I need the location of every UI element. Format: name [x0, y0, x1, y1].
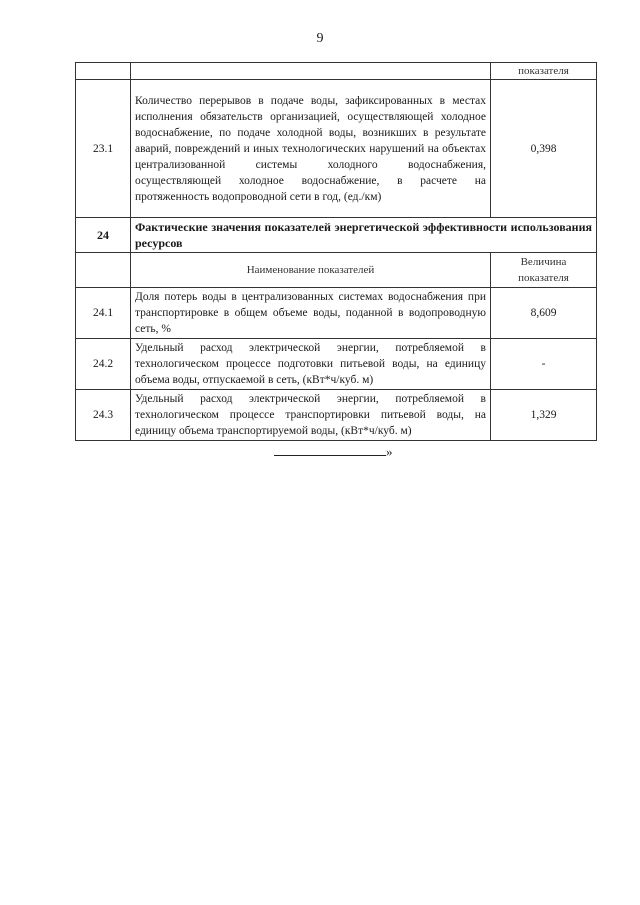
row-number: 24.2	[76, 339, 131, 390]
closing-quote: »	[386, 444, 393, 459]
column-header-row	[76, 253, 597, 288]
row-value: 0,398	[491, 80, 597, 218]
closing-line	[274, 444, 393, 460]
table-row	[76, 63, 597, 80]
row-number: 24.3	[76, 390, 131, 441]
section-title: Фактические значения показателей энергетической эффективности использования ресурсов	[131, 218, 597, 253]
header-value: Величина показателя	[491, 253, 597, 288]
table-row	[76, 339, 597, 390]
row-value: 1,329	[491, 390, 597, 441]
header-name: Наименование показателей	[131, 253, 491, 288]
indicators-table	[75, 62, 597, 441]
row-number	[76, 63, 131, 80]
row-number: 23.1	[76, 80, 131, 218]
row-description: Удельный расход электрической энергии, потребляемой в технологическом процессе подготовки питьевой воды, на единицу объема воды, отпускаемой в сеть, (кВт*ч/куб. м)	[131, 339, 491, 390]
row-value: показателя	[491, 63, 597, 80]
row-description: Доля потерь воды в централизованных системах водоснабжения при транспортировке в общем объеме воды, поданной в водопроводную сеть, %	[131, 288, 491, 339]
row-description	[131, 63, 491, 80]
header-number	[76, 253, 131, 288]
row-value: -	[491, 339, 597, 390]
table-row	[76, 288, 597, 339]
table-row	[76, 390, 597, 441]
blank-line	[274, 445, 386, 456]
section-number: 24	[76, 218, 131, 253]
page-number: 9	[316, 31, 324, 46]
section-header-row	[76, 218, 597, 253]
row-description: Количество перерывов в подаче воды, зафиксированных в местах исполнения обязательств организацией, осуществляющей холодное водоснабжение, по подаче холодной воды, возникших в результате аварий, повреждений и иных технологических нарушений на объектах централизованной системы холодного водоснабжения, осуществляющей холодное водоснабжение, в расчете на протяженность водопроводной сети в год, (ед./км)	[131, 80, 491, 218]
row-value: 8,609	[491, 288, 597, 339]
table-row	[76, 80, 597, 218]
row-description: Удельный расход электрической энергии, потребляемой в технологическом процессе транспортировки питьевой воды, на единицу объема транспортируемой воды, (кВт*ч/куб. м)	[131, 390, 491, 441]
row-number: 24.1	[76, 288, 131, 339]
